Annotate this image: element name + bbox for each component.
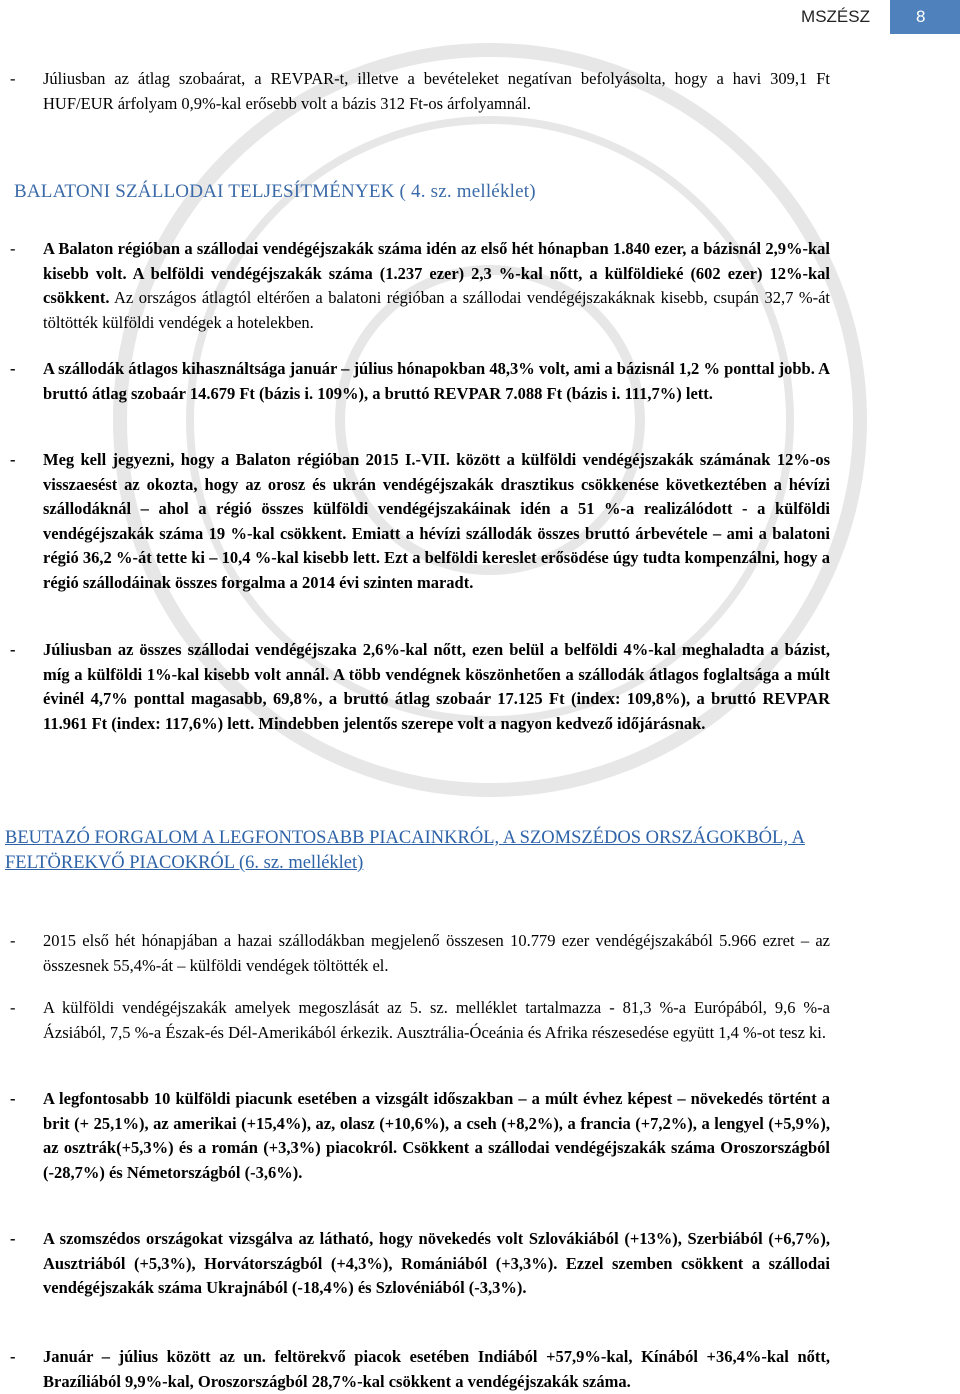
bullet-dash: - [10,998,16,1017]
bullet-dash: - [10,239,16,258]
paragraph-text: Meg kell jegyezni, hogy a Balaton régióban 2015 I.-VII. között a külföldi vendégéjszakák számának 12%-os visszaesést az okozta, hogy az orosz és ukrán vendégéjszakák drasztikus csökkenése következtében a hévízi szállodáknál – ahol a régió összes külföldi vendégéjszakáinak idén a 51 %-a realizálódott - a külföldi vendégéjszakák száma 19 %-kal csökkent. Emiatt a hévízi szállodák összes bruttó árbevétele – ami a balatoni régió 36,2 %-át tette ki – 10,4 %-kal kisebb lett. Ezt a belföldi kereslet erősödése úgy tudta kompenzálni, hogy a régió szállodáinak összes forgalma a 2014 évi szinten maradt. [43,450,830,592]
paragraph-text: Január – július között az un. feltörekvő piacok esetében Indiából +57,9%-kal, Kínából +36,4%-kal nőtt, Brazíliából 9,9%-kal, Oroszországból 28,7%-kal csökkent a vendégéjszakák száma. [43,1347,830,1391]
paragraph-5 [10,638,830,736]
paragraph-text: A szomszédos országokat vizsgálva az látható, hogy növekedés volt Szlovákiából (+13%), Szerbiából (+6,7%), Ausztriából (+5,3%), Horvátországból (+4,3%), Romániából (+3,3%). Ezzel szemben csökkent a szállodai vendégéjszakák száma Ukrajnából (-18,4%) és Szlovéniából (-3,3%). [43,1229,830,1297]
paragraph-6 [10,929,830,978]
page-number: 8 [890,0,960,34]
paragraph-regular-text: Az országos átlagtól eltérően a balatoni régióban a szállodai vendégéjszakáknak kisebb, csupán 32,7 %-át töltötték külföldi vendégek a hotelekben. [43,288,830,332]
bullet-dash: - [10,640,16,659]
paragraph-text: Júliusban az átlag szobaárat, a REVPAR-t, illetve a bevételeket negatívan befolyásolta, hogy a havi 309,1 Ft HUF/EUR árfolyam 0,9%-kal erősebb volt a bázis 312 Ft-os árfolyamnál. [43,69,830,113]
paragraph-3 [10,357,830,406]
paragraph-text: Júliusban az összes szállodai vendégéjszaka 2,6%-kal nőtt, ezen belül a belföldi 4%-kal meghaladta a bázist, míg a külföldi 1%-kal kisebb volt annál. A több vendégnek köszönhetően a szállodák átlagos foglaltsága a múlt évinél 4,7% ponttal magasabb, 69,8%, a bruttó átlag szobaár 17.125 Ft (index: 109,8%), a bruttó REVPAR 11.961 Ft (index: 117,6%) lett. Mindebben jelentős szerepe volt a nagyon kedvező időjárásnak. [43,640,830,733]
bullet-dash: - [10,450,16,469]
bullet-dash: - [10,931,16,950]
paragraph-10 [10,1345,830,1394]
paragraph-7 [10,996,830,1045]
paragraph-2 [10,237,830,335]
bullet-dash: - [10,69,16,88]
bullet-dash: - [10,1347,16,1366]
paragraph-text: A szállodák átlagos kihasználtsága január – július hónapokban 48,3% volt, ami a bázisnál 1,2 % ponttal jobb. A bruttó átlag szobaár 14.679 Ft (bázis i. 109%), a bruttó REVPAR 7.088 Ft (bázis i. 111,7%) lett. [43,359,830,403]
page-header [800,0,960,34]
paragraph-text: A legfontosabb 10 külföldi piacunk esetében a vizsgált időszakban – a múlt évhez képest – növekedés történt a brit (+ 25,1%), az amerikai (+15,4%), az, olasz (+10,6%), a cseh (+8,2%), a francia (+7,2%), a lengyel (+5,9%), az osztrák(+5,3%) és a román (+3,3%) piacokról. Csökkent a szállodai vendégéjszakák száma Oroszországból (-28,7%) és Németországból (-3,6%). [43,1089,830,1182]
bullet-dash: - [10,1089,16,1108]
paragraph-8 [10,1087,830,1185]
bullet-dash: - [10,359,16,378]
paragraph-bold-text: A Balaton régióban a szállodai vendégéjszakák száma idén az első hét hónapban 1.840 ezer, a bázisnál 2,9%-kal kisebb volt. A belföldi vendégéjszakák száma (1.237 ezer) 2,3 %-kal nőtt, a külföldieké (602 ezer) 12%-kal csökkent. [43,239,830,307]
paragraph-9 [10,1227,830,1301]
paragraph-text: A külföldi vendégéjszakák amelyek megoszlását az 5. sz. melléklet tartalmazza - 81,3 %-a Európából, 9,6 %-a Ázsiából, 7,5 %-a Észak-és Dél-Amerikából érkezik. Ausztrália-Óceánia és Afrika részesedése együtt 1,4 %-ot tesz ki. [43,998,830,1042]
paragraph-text: 2015 első hét hónapjában a hazai szállodákban megjelenő összesen 10.779 ezer vendégéjszakából 5.966 ezret – az összesnek 55,4%-át – külföldi vendégek töltötték el. [43,931,830,975]
section-heading-balaton: BALATONI SZÁLLODAI TELJESÍTMÉNYEK ( 4. sz. melléklet) [14,181,536,202]
paragraph-text [43,237,830,335]
paragraph-1 [10,67,830,116]
bullet-dash: - [10,1229,16,1248]
paragraph-4 [10,448,830,595]
header-title: MSZÉSZ [801,7,870,26]
section-heading-inbound: BEUTAZÓ FORGALOM A LEGFONTOSABB PIACAINKRÓL, A SZOMSZÉDOS ORSZÁGOKBÓL, A FELTÖREKVŐ PIACOKRÓL (6. sz. melléklet) [5,828,805,873]
